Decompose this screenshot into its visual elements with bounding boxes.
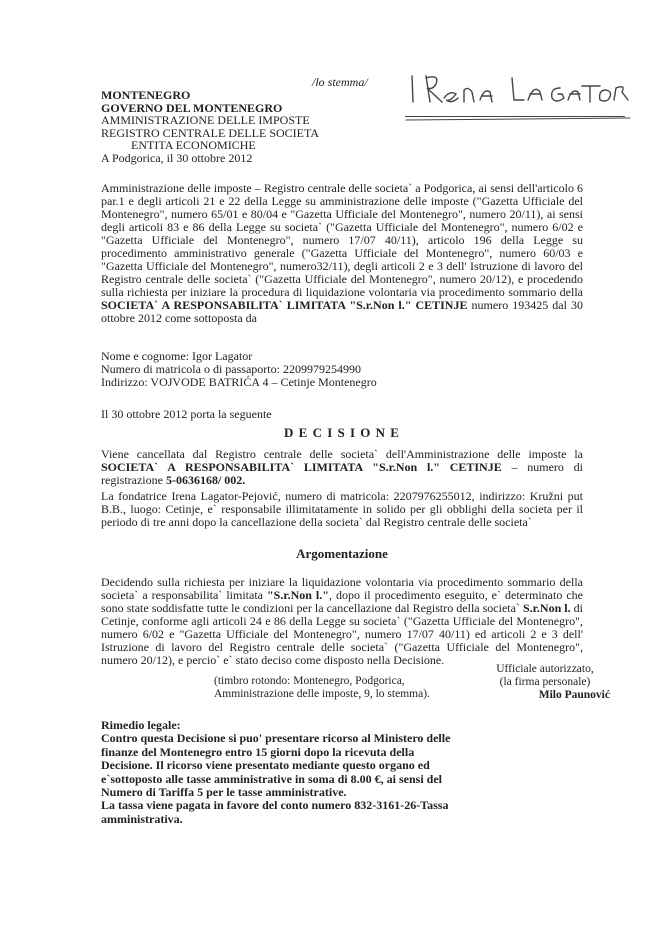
- document-header: [101, 89, 319, 165]
- person-details: [101, 350, 581, 389]
- remedy-text: Contro questa Decisione si puo' presentare ricorso al Ministero delle finanze del Montenegro entro 15 giorni dopo la ricevuta della Decisione. Il ricorso viene presentato mediante questo organo ed e`sottoposto alle tasse amministrative in soma di 8.00 €, ai sensi del Numero di Tariffa 5 per le tasse amministrative.: [101, 731, 451, 800]
- header-government: GOVERNO DEL MONTENEGRO: [101, 100, 283, 115]
- founder-paragraph: La fondatrice Irena Lagator-Pejović, numero di matricola: 2207976255012, indirizzo: Kružni put B.B., luogo: Cetinje, e` responsabile illimitatamente in solido per gli obblighi della societa per il periodo di tre anni dopo la cancellazione della societa` dal Registro centrale delle societa`: [101, 489, 583, 529]
- decision-title: D E C I S I O N E: [284, 425, 400, 440]
- intro-paragraph: [101, 182, 583, 325]
- header-place-date: A Podgorica, il 30 ottobre 2012: [101, 150, 253, 165]
- divider-line: [405, 116, 625, 117]
- intro-text: Amministrazione delle imposte – Registro centrale delle societa` a Podgorica, ai sensi dell'articolo 6 par.1 e degli articoli 21 e 22 della Legge su amministrazione delle imposte ("Gazetta Ufficiale del Montenegro", numero 65/01 e 80/04 e "Gazetta Ufficiale del Montenegro", numero 20/11), ai sensi degli articoli 83 e 86 della Legge su societa` ("Gazetta Ufficiale del Montenegro", numero 6/02 e "Gazetta Ufficiale del Montenegro", numero 17/07 40/11), articolo 196 della Legge su procedimento amministrativo generale ("Gazetta Ufficiale del Montenegro", numero 60/03 e "Gazetta Ufficiale del Montenegro", numero32/11), degli articoli 2 e 3 dell' Istruzione di lavoro del Registro centrale delle societa` ("Gazetta Ufficiale del Montenegro", numero 20/12), e procedendo sulla richiesta per iniziare la procedura di liquidazione volontaria via procedimento sommario della: [101, 181, 583, 299]
- header-registry: REGISTRO CENTRALE DELLE SOCIETA: [101, 125, 320, 140]
- stemma-note: /lo stemma/: [312, 75, 368, 89]
- official-signature-note: (la firma personale): [499, 676, 591, 688]
- argument-text: Decidendo sulla richiesta per iniziare la liquidazione volontaria via procedimento sommario della societa` a responsabilita` limitata: [101, 575, 583, 602]
- stamp-line-2: Amministrazione delle imposte, 9, lo stemma).: [214, 688, 430, 700]
- official-name: Milo Paunović: [538, 689, 610, 701]
- registration-number: 5-0636168/ 002.: [165, 473, 246, 487]
- argument-paragraph: [101, 576, 583, 667]
- person-address: Indirizzo: VOJVODE BATRIĆA 4 – Cetinje Montenegro: [101, 375, 377, 389]
- handwritten-name-signature: [400, 62, 640, 124]
- person-name: Nome e cognome: Igor Lagator: [101, 349, 253, 363]
- argument-company-2: S.r.Non l.: [523, 601, 571, 615]
- decision-text-2: – numero di registrazione: [101, 460, 583, 487]
- person-passport: Numero di matricola o di passaporto: 2209979254990: [101, 362, 361, 376]
- remedy-title: Rimedio legale:: [101, 718, 181, 732]
- header-country: MONTENEGRO: [101, 88, 191, 102]
- header-administration: AMMINISTRAZIONE DELLE IMPOSTE: [101, 113, 310, 128]
- argument-text-2: , dopo il procedimento eseguito, e` determinato che sono state soddisfatte tutte le condizioni per la cancellazione dal Registro della societa`: [101, 588, 583, 615]
- stamp-note: [214, 675, 444, 701]
- decision-company: SOCIETA` A RESPONSABILITA` LIMITATA "S.r.Non l." CETINJE: [101, 460, 502, 474]
- official-signature: [470, 663, 620, 702]
- remedy-text-2: La tassa viene pagata in favore del conto numero 832-3161-26-Tassa amministrativa.: [101, 798, 449, 826]
- stamp-line-1: (timbro rotondo: Montenegro, Podgorica,: [214, 675, 405, 687]
- legal-remedy: [101, 719, 461, 826]
- decision-paragraph: [101, 448, 583, 487]
- header-entity: ENTITA ECONOMICHE: [131, 138, 256, 153]
- argument-company-1: "S.r.Non l.": [267, 588, 329, 602]
- argument-title: Argomentazione: [296, 546, 388, 561]
- official-title: Ufficiale autorizzato,: [496, 663, 594, 675]
- intro-tail: numero 193425 dal 30 ottobre 2012 come sottoposta da: [101, 298, 583, 325]
- decision-text: Viene cancellata dal Registro centrale delle societa` dell'Amministrazione delle imposte la: [101, 447, 583, 461]
- argument-text-3: di Cetinje, conforme agli articoli 24 e 86 della Legge su societa` ("Gazetta Ufficiale del Montenegro", numero 6/02 e "Gazetta Ufficiale del Montenegro", numero 17/07 40/11) ed articoli 2 e 3 dell' Istruzione di lavoro del Registro centrale delle societa` ("Gazetta Ufficiale del Montenegro", numero 20/12), e percio` e` stato deciso come disposto nella Decisione.: [101, 601, 583, 667]
- date-line: Il 30 ottobre 2012 porta la seguente: [101, 407, 272, 421]
- intro-company: SOCIETA` A RESPONSABILITA` LIMITATA "S.r.Non l." CETINJE: [101, 298, 468, 312]
